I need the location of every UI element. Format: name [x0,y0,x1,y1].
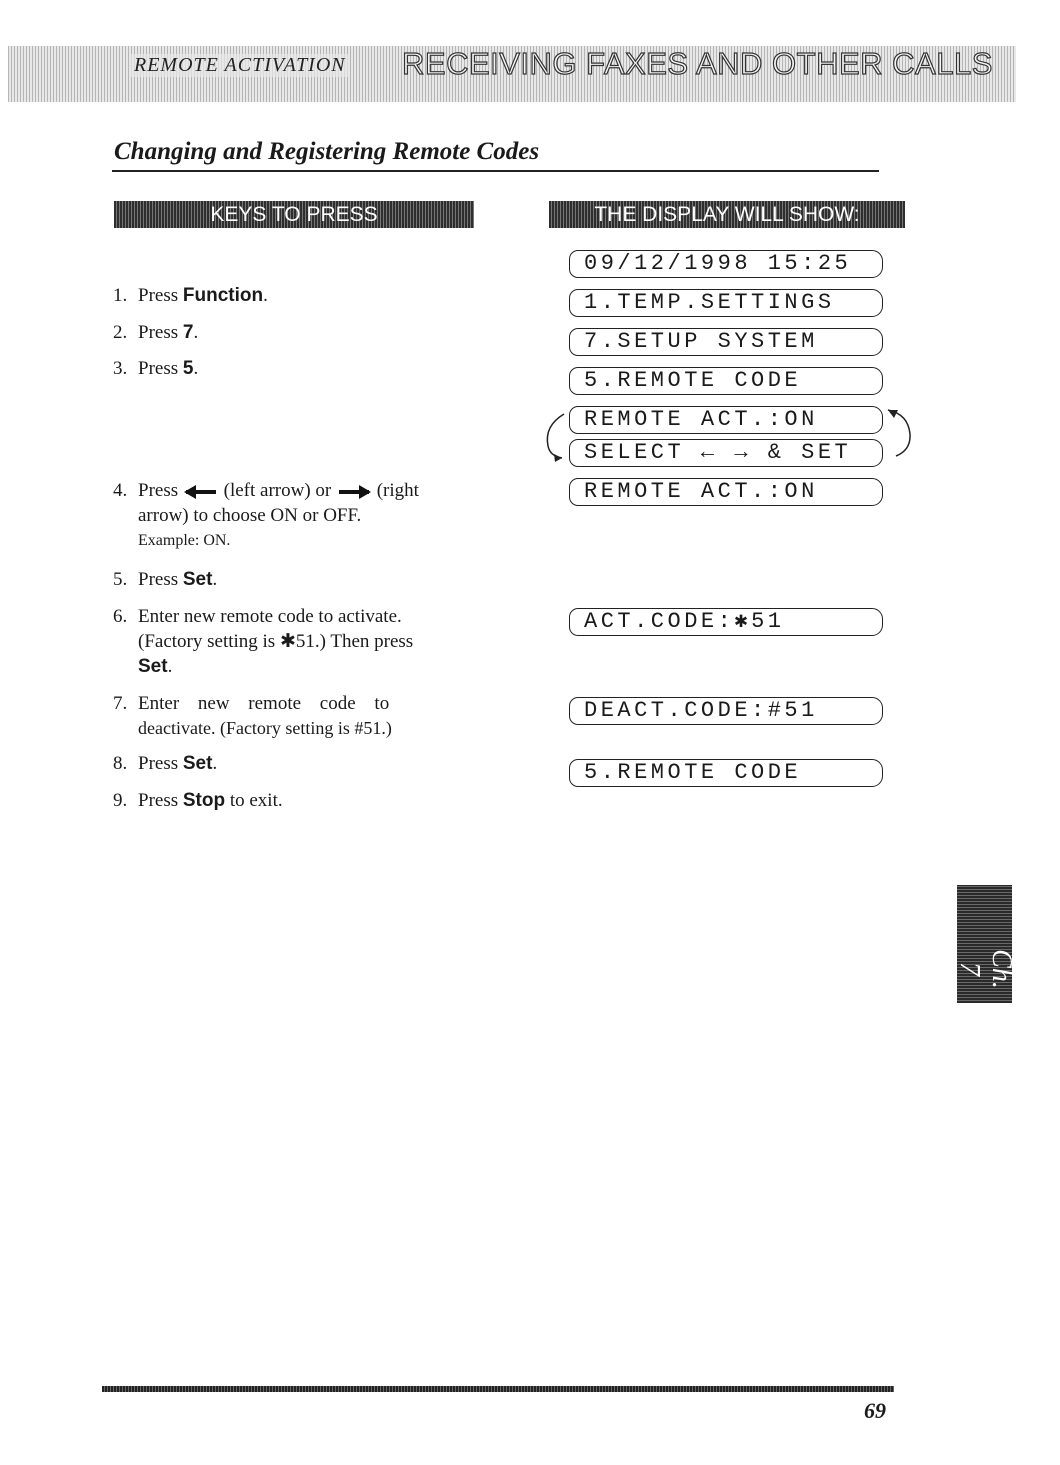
left-arrow-icon [186,490,216,494]
alternate-arrow-left-icon [538,410,572,466]
step-8: 8. Press Set. [113,753,218,774]
page-number: 69 [864,1398,886,1423]
step-1: 1. Press Function. [113,285,268,306]
section-label: REMOTE ACTIVATION [130,54,350,77]
lcd-display: 5.REMOTE CODE [569,759,883,787]
step-6: 6. Enter new remote code to activate. (Factory setting is ✱51.) Then press Set. [113,606,414,677]
lcd-display: ACT.CODE:✱51 [569,608,883,636]
lcd-display: REMOTE ACT.:ON [569,478,883,506]
page-title: Changing and Registering Remote Codes [114,138,540,165]
lcd-display: 5.REMOTE CODE [569,367,883,395]
alternate-arrow-right-icon [884,404,918,464]
lcd-display: SELECT ← → & SET [569,439,883,467]
title-rule [112,170,879,172]
step-2: 2. Press 7. [113,322,199,343]
lcd-display: DEACT.CODE:#51 [569,697,883,725]
lcd-display: 1.TEMP.SETTINGS [569,289,883,317]
lcd-display: REMOTE ACT.:ON [569,406,883,434]
lcd-display: 7.SETUP SYSTEM [569,328,883,356]
right-arrow-icon [339,490,369,494]
step-4: 4. Press (left arrow) or (right arrow) to choose ON or OFF. Example: ON. [113,480,419,549]
lcd-display: 09/12/1998 15:25 [569,250,883,278]
footer-rule [102,1386,894,1392]
chapter-tab: Ch. 7 [957,885,1012,1003]
keys-heading: KEYS TO PRESS [114,201,474,228]
step-3: 3. Press 5. [113,358,199,379]
display-heading: THE DISPLAY WILL SHOW: [549,201,905,228]
chapter-title: RECEIVING FAXES AND OTHER CALLS [402,46,993,81]
step-7: 7. Enter new remote code to deactivate. (Factory setting is #51.) [113,693,392,738]
step-9: 9. Press Stop to exit. [113,790,283,811]
header-band [8,46,1016,102]
step-5: 5. Press Set. [113,569,218,590]
